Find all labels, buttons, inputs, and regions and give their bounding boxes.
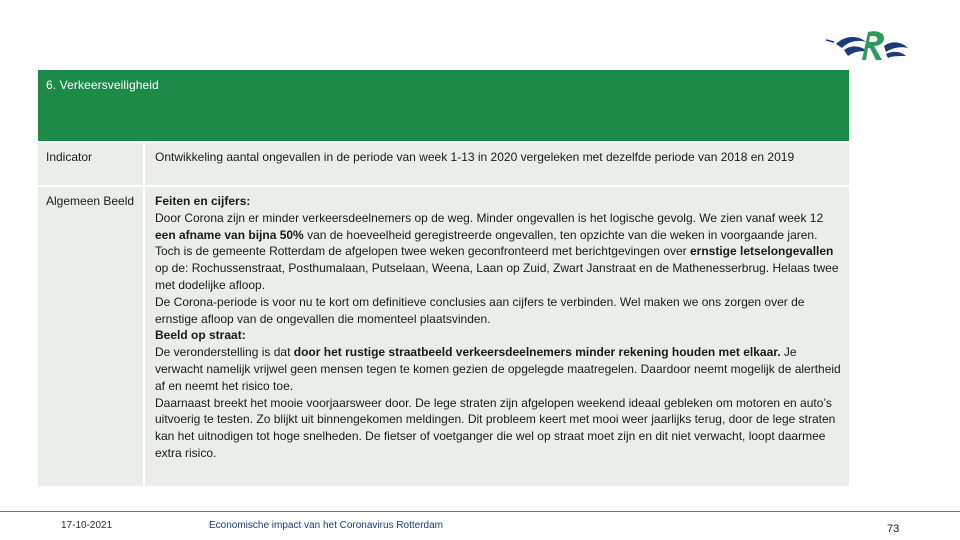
paragraph-5: Daarnaast breekt het mooie voorjaarsweer door. De lege straten zijn afgelopen weekend ideaal gebleken om motoren en auto’s uitvoerig te testen. Zo blijkt uit binnengekomen meldingen. Dit probleem keert met mooi weer jaarlijks terug, door de lege straten kan het uitnodigen tot hoge snelheden. De fietser of voetganger die wel op straat moet zijn en dit niet verwacht, loopt daarmee extra risico. (155, 395, 836, 460)
paragraph-2-bold: ernstige letselongevallen (690, 244, 834, 259)
straat-heading: Beeld op straat: (155, 328, 246, 343)
paragraph-2 (155, 243, 843, 293)
page-number: 73 (887, 523, 900, 535)
paragraph-1-text-a: Door Corona zijn er minder verkeersdeelnemers op de weg. Minder ongevallen is het logische gevolg. We zien vanaf week 12 (155, 210, 824, 225)
paragraph-1-bold: een afname van bijna 50% (155, 227, 304, 242)
paragraph-1-text-c: van de hoeveelheid geregistreerde ongevallen, ten opzichte van die weken in voorgaande jaren. (303, 227, 818, 242)
paragraph-4-text-a: De veronderstelling is dat (155, 345, 294, 360)
footer-title: Economische impact van het Coronavirus Rotterdam (209, 520, 443, 531)
feiten-heading: Feiten en cijfers: (155, 194, 251, 208)
footer-date: 17-10-2021 (61, 520, 113, 531)
indicator-label: Indicator (38, 143, 145, 185)
indicator-text: Ontwikkeling aantal ongevallen in de periode van week 1-13 in 2020 vergeleken met dezelfde periode van 2018 en 2019 (155, 150, 795, 164)
footer-divider (0, 511, 960, 512)
section-header (38, 70, 849, 141)
rotterdam-logo-icon (822, 26, 912, 66)
algemeen-beeld-content (155, 187, 843, 462)
paragraph-4-text-c: Je verwacht namelijk vrijwel geen mensen tegen te komen gezien de opgelegde maatregelen. Daardoor neemt mogelijk de alertheid af en neemt het risico toe. (155, 345, 841, 393)
section-title: 6. Verkeersveiligheid (46, 78, 159, 92)
paragraph-2-text-a: Toch is de gemeente Rotterdam de afgelopen twee weken geconfronteerd met berichtgevingen over (155, 244, 690, 259)
paragraph-3: De Corona-periode is voor nu te kort om definitieve conclusies aan cijfers te verbinden. Wel maken we ons zorgen over de ernstige afloop van de ongevallen die momenteel plaatsvinden. (155, 294, 805, 326)
algemeen-beeld-label: Algemeen Beeld (38, 187, 145, 486)
paragraph-4 (155, 344, 843, 394)
paragraph-2-text-c: op de: Rochussenstraat, Posthumalaan, Putselaan, Weena, Laan op Zuid, Zwart Janstraat en de Mathenesserbrug. Helaas twee met dodelijke afloop. (155, 261, 839, 292)
paragraph-4-bold: door het rustige straatbeeld verkeersdeelnemers minder rekening houden met elkaar. (293, 345, 781, 360)
table-row-algemeen-beeld (38, 187, 849, 486)
paragraph-1 (155, 210, 843, 244)
table-row-indicator (38, 143, 849, 185)
